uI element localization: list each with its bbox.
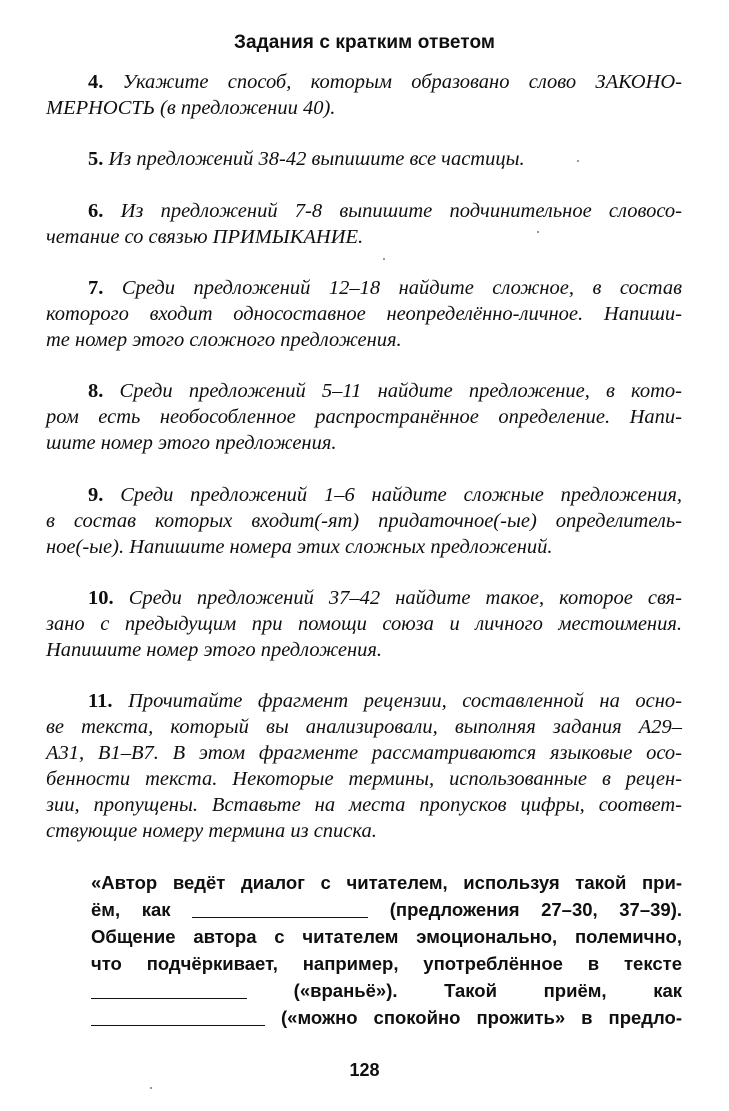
task-line: 4. Укажите способ, которым образовано слово ЗАКОНО-	[88, 71, 682, 93]
task-line: 11. Прочитайте фрагмент рецензии, составленной на осно-	[88, 690, 683, 712]
task-line: 6. Из предложений 7-8 выпишите подчинительное словосо-	[88, 200, 682, 222]
task-line: Напишите номер этого предложения.	[46, 639, 383, 661]
scan-speck	[150, 1087, 152, 1089]
task-number: 10.	[88, 587, 114, 609]
task-number: 9.	[88, 484, 104, 506]
quote-line: Общение автора с читателем эмоционально, полемично,	[91, 926, 682, 947]
task-7	[46, 275, 682, 353]
task-line: МЕРНОСТЬ (в предложении 40).	[46, 97, 336, 119]
task-line: в состав которых входит(-ят) придаточное(-ые) определитель-	[46, 510, 682, 532]
task-line: ве текста, который вы анализировали, выполняя задания А29–	[46, 716, 682, 738]
task-line: зано с предыдущим при помощи союза и личного местоимения.	[46, 613, 682, 635]
task-line: шите номер этого предложения.	[46, 432, 337, 454]
task-6	[46, 198, 682, 250]
task-10	[46, 585, 682, 663]
task-line: ствующие номеру термина из списка.	[46, 820, 377, 842]
quote-line: («можно спокойно прожить» в предло-	[91, 1004, 682, 1031]
answer-blank	[192, 899, 368, 918]
task-4	[46, 69, 682, 121]
quote-line: «Автор ведёт диалог с читателем, используя такой при-	[91, 872, 682, 893]
task-5	[46, 146, 682, 172]
answer-blank	[91, 980, 247, 999]
task-line: ное(-ые). Напишите номера этих сложных предложений.	[46, 536, 553, 558]
task-number: 11.	[88, 690, 113, 712]
page-number: 128	[349, 1060, 380, 1080]
task-number: 7.	[88, 277, 104, 299]
task-line: 9. Среди предложений 1–6 найдите сложные предложения,	[88, 484, 683, 506]
task-line: зии, пропущены. Вставьте на места пропусков цифры, соответ-	[46, 794, 682, 816]
scan-speck	[577, 160, 579, 162]
task-line: которого входит односоставное неопределённо-личное. Напиши-	[46, 303, 682, 325]
task-11	[46, 688, 682, 844]
quote-line: ём, как (предложения 27–30, 37–39).	[91, 899, 683, 920]
task-line: ром есть необособленное распространённое определение. Напи-	[46, 406, 682, 428]
task-number: 5.	[88, 148, 104, 170]
task-number: 6.	[88, 200, 104, 222]
scan-speck	[537, 231, 539, 233]
task-line: 10. Среди предложений 37–42 найдите такое, которое свя-	[88, 587, 683, 609]
task-line: 5. Из предложений 38-42 выпишите все частицы.	[88, 148, 525, 170]
task-line: те номер этого сложного предложения.	[46, 329, 402, 351]
task-line: А31, В1–В7. В этом фрагменте рассматриваются языковые осо-	[46, 742, 682, 764]
scan-speck	[383, 258, 385, 260]
quote-line: («враньё»). Такой приём, как	[91, 977, 682, 1004]
task-line: 7. Среди предложений 12–18 найдите сложное, в состав	[88, 277, 683, 299]
review-quote	[91, 869, 682, 1031]
section-title: Задания с кратким ответом	[233, 32, 496, 53]
task-line: четание со связью ПРИМЫКАНИЕ.	[46, 226, 364, 248]
quote-line: что подчёркивает, например, употреблённое в тексте	[91, 953, 682, 974]
task-line: 8. Среди предложений 5–11 найдите предложение, в кото-	[88, 380, 682, 402]
task-line: бенности текста. Некоторые термины, использованные в рецен-	[46, 768, 682, 790]
task-number: 8.	[88, 380, 104, 402]
answer-blank	[91, 1007, 265, 1026]
task-8	[46, 378, 682, 456]
task-9	[46, 482, 682, 560]
task-number: 4.	[88, 71, 104, 93]
